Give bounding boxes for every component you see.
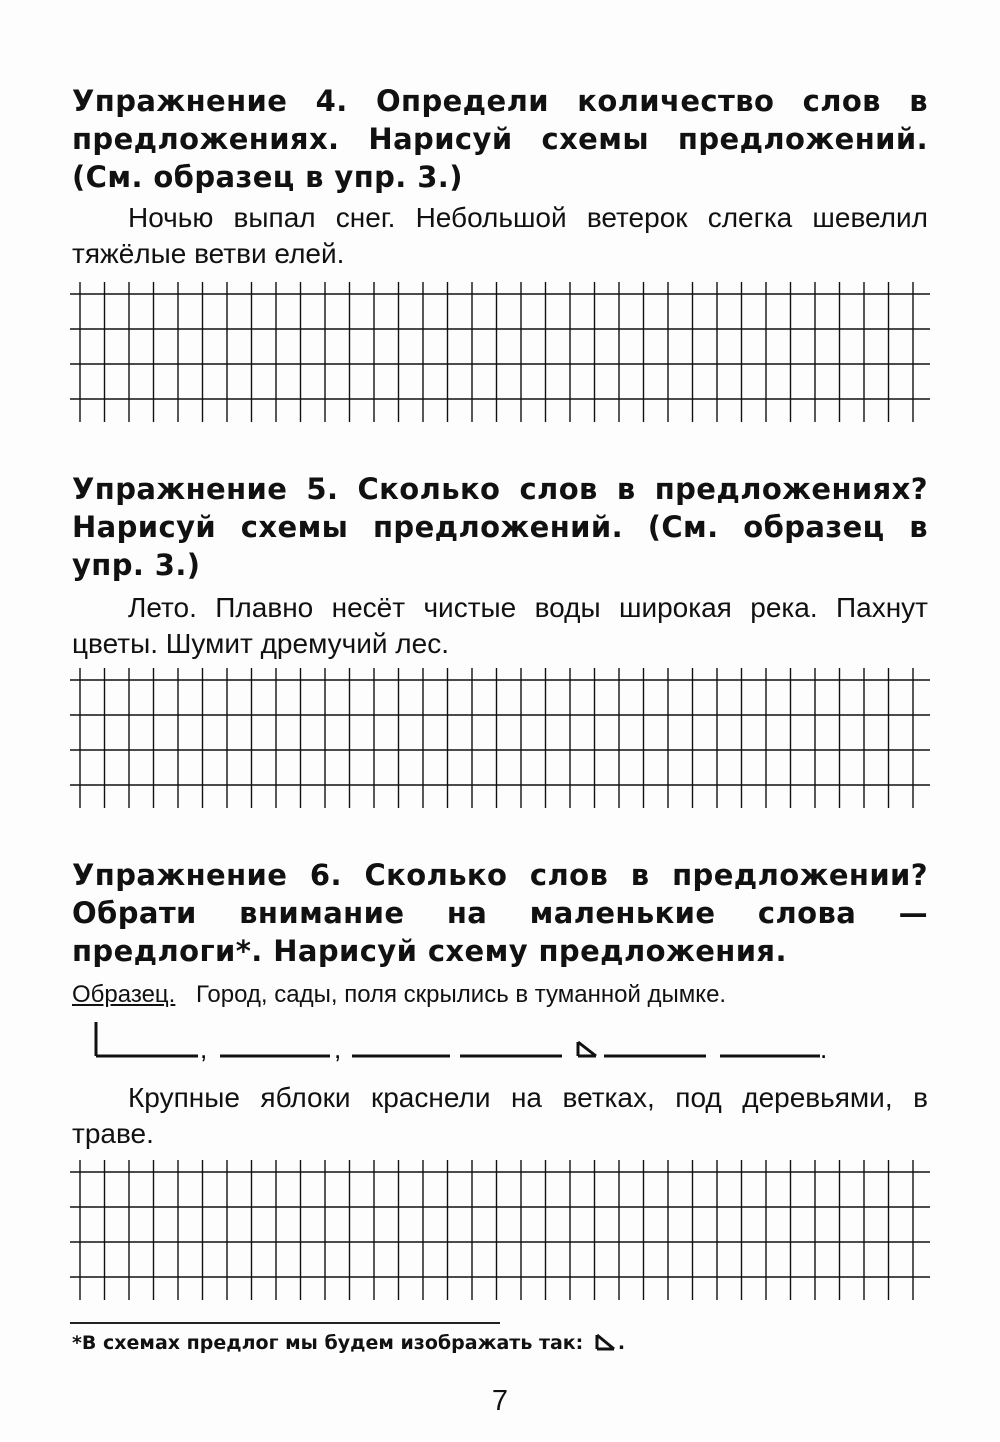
svg-text:.: .	[820, 1034, 828, 1062]
preposition-icon	[594, 1332, 618, 1352]
footnote: *В схемах предлог мы будем изображать так: .	[72, 1332, 626, 1354]
writing-grid	[70, 1160, 930, 1310]
exercise-4-grid[interactable]	[70, 282, 930, 432]
sample-label: Образец.	[72, 981, 176, 1008]
sample-row	[72, 980, 928, 1010]
svg-text:,: ,	[200, 1034, 208, 1062]
exercise-6-text: Крупные яблоки краснели на ветках, под деревьями, в траве.	[72, 1082, 928, 1149]
exercise-5-text: Лето. Плавно несёт чистые воды широкая река. Пахнут цветы. Шумит дремучий лес.	[72, 592, 928, 659]
exercise-6-heading: Упражнение 6. Сколько слов в предложении? Обрати внимание на маленькие слова — предлоги*. Нарисуй схему предложения.	[72, 858, 928, 968]
writing-grid	[70, 668, 930, 818]
exercise-4-heading: Упражнение 4. Определи количество слов в предложениях. Нарисуй схемы предложений. (См. образец в упр. 3.)	[72, 84, 928, 194]
preposition-icon	[578, 1042, 596, 1056]
footnote-divider	[70, 1322, 500, 1324]
sentence-scheme	[90, 1018, 850, 1067]
exercise-5-grid[interactable]	[70, 668, 930, 818]
page-number: 7	[491, 1385, 509, 1417]
writing-grid	[70, 282, 930, 432]
footnote-text: *В схемах предлог мы будем изображать так:	[72, 1332, 584, 1354]
exercise-6-grid[interactable]	[70, 1160, 930, 1310]
sample-sentence: Город, сады, поля скрылись в туманной дымке.	[196, 981, 727, 1008]
exercise-4-text: Ночью выпал снег. Небольшой ветерок слегка шевелил тяжёлые ветви елей.	[72, 202, 928, 269]
scheme-diagram	[90, 1018, 850, 1062]
exercise-5-heading: Упражнение 5. Сколько слов в предложениях? Нарисуй схемы предложений. (См. образец в упр. 3.)	[72, 472, 928, 582]
svg-text:,: ,	[334, 1034, 342, 1062]
